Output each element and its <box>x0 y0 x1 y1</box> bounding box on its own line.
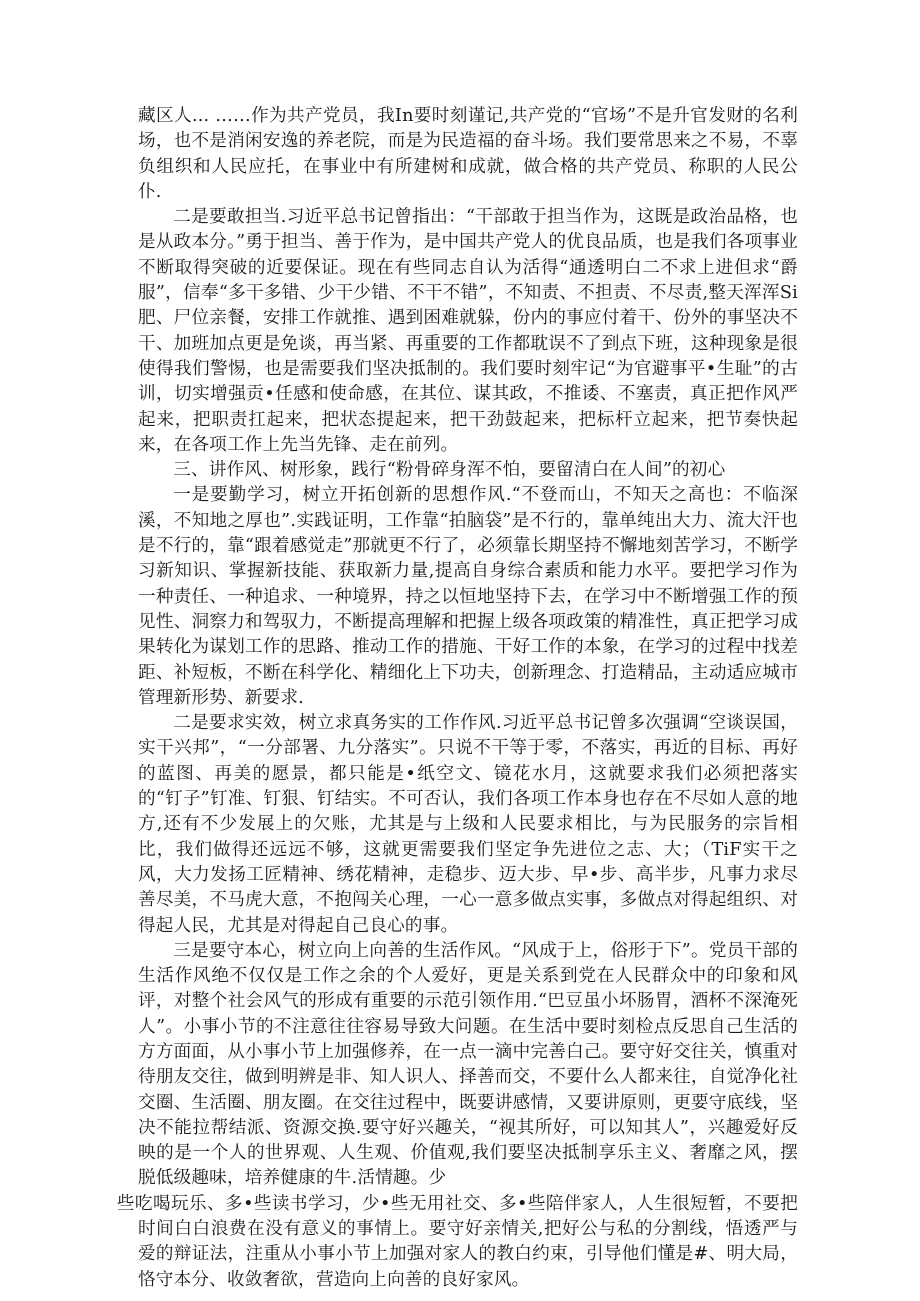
paragraph-dare-to-take-responsibility: 二是要敢担当.习近平总书记曾指出：“干部敢于担当作为，这既是政治品格，也是从政本分。”勇于担当、善于作为，是中国共产党人的优良品质，也是我们各项事业不断取得突破的近要保证。现在有些同志自认为活得“通透明白二不求上进但求“爵服”，信奉“多干多错、少干少错、不干不错”，不知责、不担责、不尽责,整天浑浑Si肥、尸位亲餐，安排工作就推、遇到困难就躲，份内的事应付着干、份外的事坚决不干、加班加点更是免谈，再当紧、再重要的工作都耽误不了到点下班，这种现象是很使得我们警惕，也是需要我们坚决抵制的。我们要时刻牢记“为官避事平•生耻”的古训，切实增强贡•任感和使命感，在其位、谋其政，不推诿、不塞责，真正把作风严起来，把职责扛起来，把状态提起来，把干劲鼓起来，把标杆立起来，把节奏快起来，在各项工作上先当先锋、走在前列。 <box>138 207 798 455</box>
paragraph-keep-original-heart: 三是要守本心，树立向上向善的生活作风。“风成于上，俗形于下”。党员干部的生活作风绝不仅仅是工作之余的个人爱好，更是关系到党在人民群众中的印象和风评，对整个社会风气的形成有重要的示范引领作用.“巴豆虽小坏肠胃，酒杯不深淹死人”。小事小节的不注意往往容易导致大问题。在生活中要时刻检点反思自己生活的方方面面，从小事小节上加强修养，在一点一滴中完善白己。要守好交往关，慎重对待朋友交往，做到明辨是非、知人识人、择善而交，不要什么人都来往，自觉净化社交圈、生活圈、朋友圈。在交往过程中，既要讲感情，又要讲原则，更要守底线，坚决不能拉帮结派、资源交换.要守好兴趣关，“视其所好，可以知其人”，兴趣爱好反映的是一个人的世界观、人生观、价值观,我们要坚决抵制享乐主义、奢靡之风，摆脱低级趣味，培养健康的牛.活情趣。少 <box>138 940 798 1189</box>
paragraph-diligent-study: 一是要勤学习，树立开拓创新的思想作风.“不登而山，不知天之高也：不临深溪，不知地之厚也”.实践证明，工作靠“拍脑袋”是不行的，靠单纯出大力、流大汗也是不行的，靠“跟着感觉走”那就更不行了，必须靠长期坚持不懈地刻苦学习，不断学习新知识、掌握新技能、获取新力量,提高自身综合素质和能力水平。要把学习作为一种责任、一种追求、一种境界，持之以恒地坚持下去，在学习中不断增强工作的预见性、洞察力和驾驭力，不断提高理解和把握上级各项政策的精准性，真正把学习成果转化为谋划工作的思路、推动工作的措施、干好工作的本象，在学习的过程中找差距、补短板，不断在科学化、精细化上下功夫，创新理念、打造精品，主动适应城市管理新形势、新要求. <box>138 485 798 708</box>
paragraph-continuation: 藏区人... ……作为共产党员，我In要时刻谨记,共产党的“官场”不是升官发财的名利场，也不是消闲安逸的养老院，而是为民造福的奋斗场。我们要常思来之不易，不辜负组织和人民应托，在事业中有所建树和成就，做合格的共产党员、称职的人民公仆. <box>138 106 798 202</box>
paragraph-seek-results: 二是要求实效，树立求真务实的工作作风.习近平总书记曾多次强调“空谈误国，实干兴邦”，“一分部署、九分落实”。只说不干等于零，不落实，再近的目标、再好的蓝图、再美的愿景，都只能是•纸空文、镜花水月，这就要求我们必须把落实的“钉子”钉准、钉狠、钉结实。不可否认，我们各项工作本身也存在不尽如人意的地方,还有不少发展上的欠账，尤其是与上级和人民要求相比，与为民服务的宗旨相比，我们做得还远远不够，这就更需要我们坚定争先进位之志、大；（TiF实干之风，大力发扬工匠精神、绣花精神，走稳步、迈大步、早•步、高半步，凡事力求尽善尽美，不马虎大意，不抱闯关心理，一心一意多做点实事，多做点对得起组织、对得起人民，尤其是对得起自己良心的事。 <box>138 713 799 936</box>
paragraph-family-values: 些吃喝玩乐、多•些读书学习，少•些无用社交、多•些陪伴家人，人生很短暂，不要把时间白白浪费在没有意义的事情上。要守好亲情关,把好公与私的分割线，悟透严与爱的辩证法，注重从小事小节上加强对家人的教白约束，引导他们懂是#、明大局，恪守本分、收敛奢欲，营造向上向善的良好家风。 <box>116 1193 798 1290</box>
document-body <box>116 104 799 1293</box>
section-heading-three: 三、讲作风、树形象，践行“粉骨碎身浑不怕，要留清白在人间”的初心 <box>173 460 726 481</box>
